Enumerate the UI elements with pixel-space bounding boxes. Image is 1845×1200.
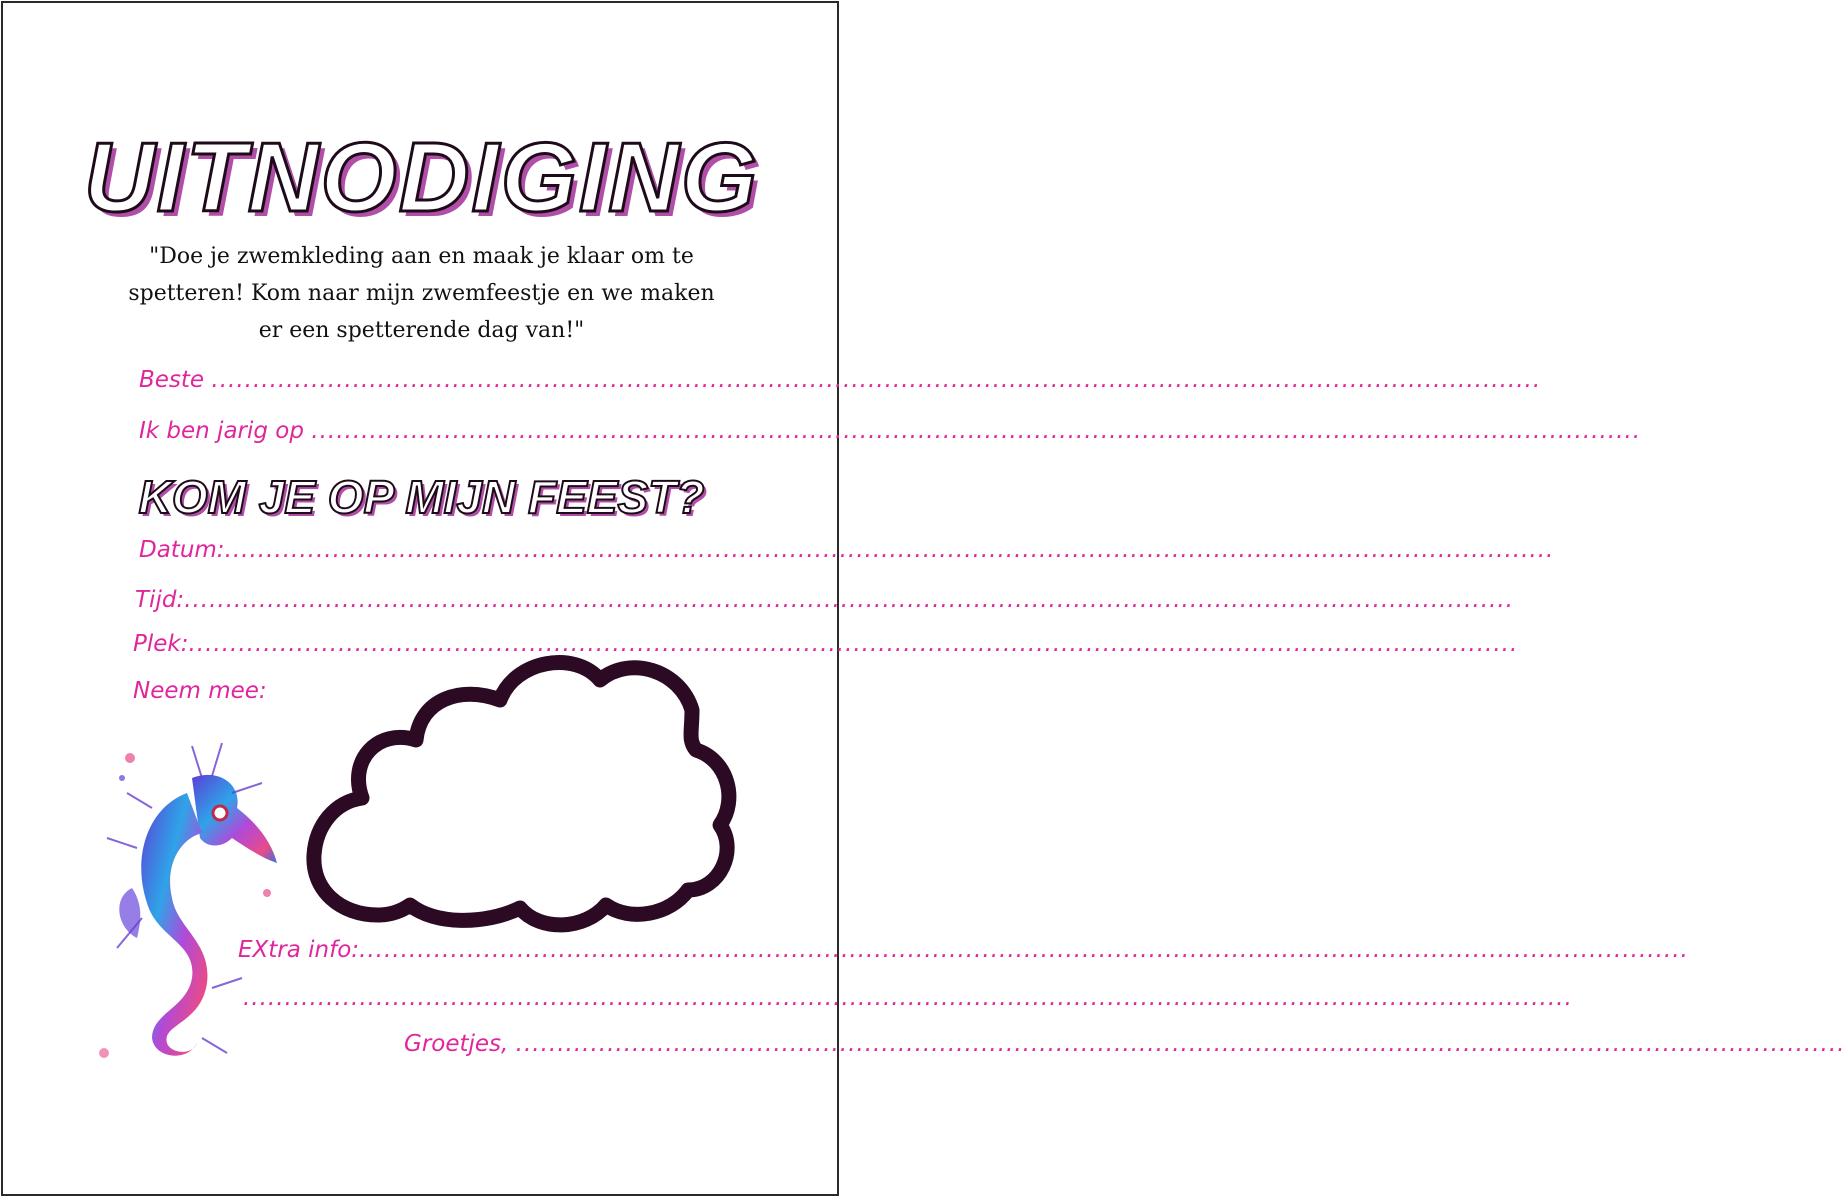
beste-line[interactable]: [139, 365, 1542, 395]
bring-label: Neem mee:: [133, 678, 267, 704]
time-line[interactable]: [135, 585, 1514, 615]
extra-info-label: EXtra info:: [238, 937, 360, 963]
extra-info-dots: ................................................................................................................................................................: [359, 937, 1689, 963]
invitation-title: UITNODIGING: [83, 122, 760, 232]
seahorse-illustration: [92, 738, 292, 1068]
place-label: Plek:: [133, 631, 189, 657]
date-label: Datum:: [139, 537, 225, 563]
time-dots: ................................................................................................................................................................: [184, 587, 1514, 613]
birthday-label: Ik ben jarig op: [139, 418, 304, 444]
beste-dots: ................................................................................................................................................................: [211, 367, 1542, 393]
birthday-line[interactable]: [139, 416, 1642, 446]
extra-info-line[interactable]: [238, 935, 1689, 965]
invitation-quote: "Doe je zwemkleding aan en maak je klaar om te spetteren! Kom naar mijn zwemfeestje en we maken er een spetterende dag van!": [128, 244, 715, 343]
cloud-icon: [300, 640, 740, 930]
beste-label: Beste: [139, 367, 205, 393]
greeting-dots: ................................................................................................................................................................: [515, 1031, 1845, 1057]
greeting-label: Groetjes,: [404, 1031, 509, 1057]
time-label: Tijd:: [135, 587, 185, 613]
extra-info-dots-2: ................................................................................................................................................................: [243, 985, 1573, 1011]
extra-info-line-2[interactable]: [243, 983, 1573, 1013]
date-line[interactable]: [139, 535, 1555, 565]
place-dots: ................................................................................................................................................................: [188, 631, 1519, 657]
party-question: KOM JE OP MIJN FEEST?: [138, 471, 705, 523]
birthday-dots: ................................................................................................................................................................: [311, 418, 1642, 444]
date-dots: ................................................................................................................................................................: [224, 537, 1555, 563]
greeting-line[interactable]: [404, 1029, 1845, 1059]
